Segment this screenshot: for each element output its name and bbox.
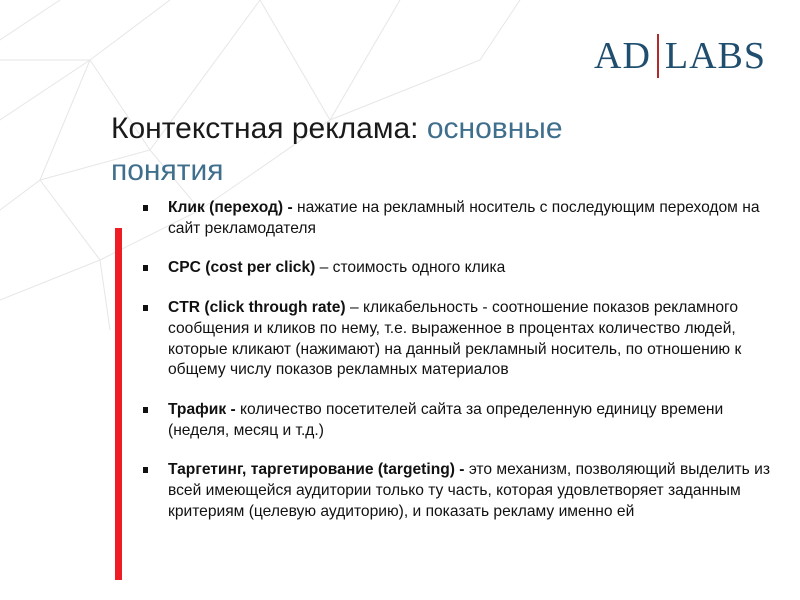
- title-accent: основные понятия: [111, 112, 563, 187]
- list-item: [140, 298, 780, 381]
- list-item: [140, 258, 780, 279]
- bullet-icon: [143, 407, 148, 413]
- item-term: CPC (cost per click): [168, 259, 320, 277]
- item-definition: – кликабельность - соотношение показов рекламного сообщения и кликов по нему, т.е. выраженное в процентах количество людей, которые кликают (нажимают) на данный рекламный носитель, по отношению к общему числу показов рекламных материалов: [168, 299, 742, 379]
- item-term: Трафик -: [168, 400, 241, 418]
- definitions-list: [140, 198, 780, 541]
- list-item: [140, 460, 780, 522]
- title-main: Контекстная реклама:: [111, 112, 427, 145]
- item-definition: это механизм, позволяющий выделить из всей имеющейся аудитории только ту часть, которая удовлетворяет заданным критериям (целевую аудиторию), и показать рекламу именно ей: [168, 461, 770, 520]
- bullet-icon: [143, 467, 148, 473]
- item-definition: нажатие на рекламный носитель с последующим переходом на сайт рекламодателя: [168, 199, 760, 237]
- bullet-icon: [143, 205, 148, 211]
- item-term: Таргетинг, таргетирование (targeting) -: [168, 461, 469, 479]
- item-definition: количество посетителей сайта за определенную единицу времени (неделя, месяц и т.д.): [168, 400, 724, 439]
- logo-separator: [657, 34, 659, 78]
- logo-left: AD: [594, 35, 651, 77]
- bullet-icon: [143, 305, 148, 311]
- item-term: Клик (переход) -: [168, 199, 297, 216]
- adlabs-logo: [594, 36, 766, 76]
- slide-title: [111, 108, 671, 192]
- red-accent-bar: [115, 228, 122, 580]
- logo-right: LABS: [664, 35, 767, 77]
- list-item: [140, 400, 780, 441]
- item-definition: – стоимость одного клика: [319, 259, 506, 277]
- bullet-icon: [143, 265, 148, 271]
- list-item: [140, 198, 780, 239]
- item-term: CTR (click through rate): [168, 299, 350, 317]
